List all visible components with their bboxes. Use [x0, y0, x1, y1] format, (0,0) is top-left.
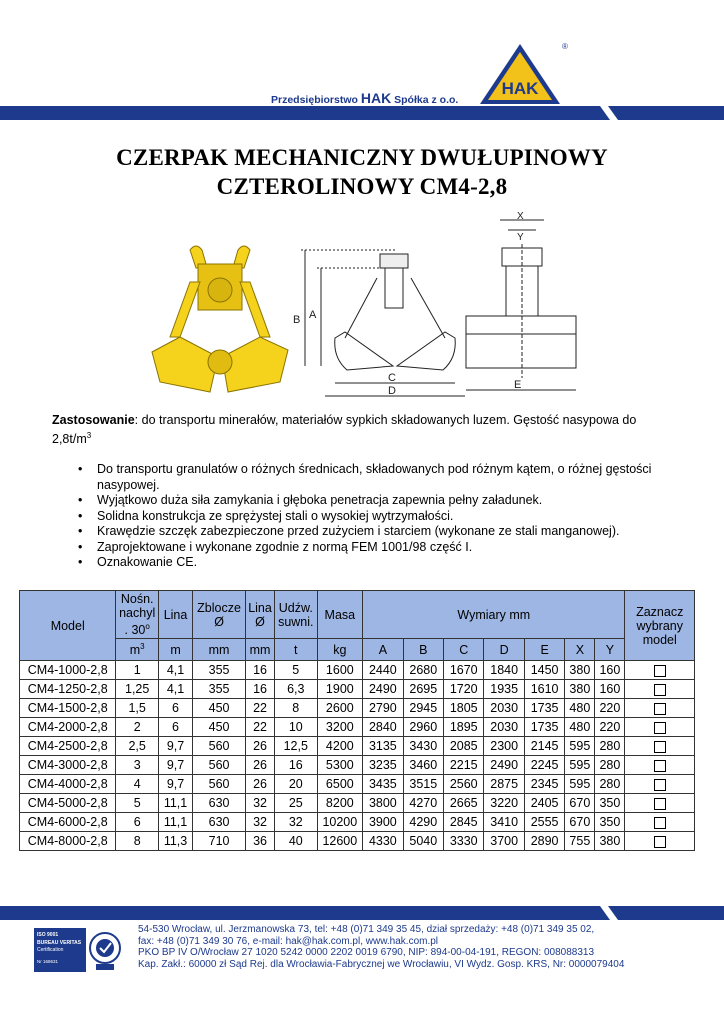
table-cell: 1,25 — [116, 680, 159, 699]
table-cell: 6 — [158, 699, 192, 718]
table-cell: 2665 — [444, 794, 484, 813]
select-cell — [625, 699, 695, 718]
svg-text:X: X — [517, 211, 524, 222]
table-row — [20, 813, 695, 832]
specification-table — [19, 590, 695, 851]
select-model-checkbox[interactable] — [654, 741, 666, 753]
table-cell: 2 — [116, 718, 159, 737]
page-title-line1: CZERPAK MECHANICZNY DWUŁUPINOWY — [116, 145, 608, 170]
table-cell: 3515 — [403, 775, 443, 794]
model-cell: CM4-3000-2,8 — [20, 756, 116, 775]
table-row — [20, 680, 695, 699]
select-cell — [625, 832, 695, 851]
table-cell: 160 — [595, 661, 625, 680]
table-cell: 280 — [595, 756, 625, 775]
model-cell: CM4-1250-2,8 — [20, 680, 116, 699]
svg-text:E: E — [514, 379, 522, 391]
dim-x-header: X — [565, 639, 595, 661]
table-cell: 32 — [275, 813, 318, 832]
application-description: Zastosowanie: do transportu minerałów, materiałów sypkich składowanych luzem. Gęstość nasypowa do $2,8t/m^3$ — [52, 413, 637, 447]
table-cell: 1 — [116, 661, 159, 680]
table-cell: 32 — [246, 794, 275, 813]
table-cell: 10200 — [317, 813, 363, 832]
table-cell: 1735 — [524, 718, 564, 737]
table-cell: 350 — [595, 813, 625, 832]
table-cell: 4 — [116, 775, 159, 794]
model-cell: CM4-5000-2,8 — [20, 794, 116, 813]
table-cell: 4200 — [317, 737, 363, 756]
table-cell: 1600 — [317, 661, 363, 680]
table-cell: 11,3 — [158, 832, 192, 851]
table-cell: 355 — [193, 680, 246, 699]
table-cell: 3220 — [484, 794, 524, 813]
table-cell: 2030 — [484, 718, 524, 737]
feature-item: • Solidna konstrukcja ze sprężystej stali o wysokiej wytrzymałości. — [78, 509, 678, 525]
table-cell: 2555 — [524, 813, 564, 832]
table-cell: 2890 — [524, 832, 564, 851]
select-cell — [625, 737, 695, 756]
dim-e-header: E — [524, 639, 564, 661]
table-cell: 2440 — [363, 661, 403, 680]
table-cell: 2790 — [363, 699, 403, 718]
table-cell: 3900 — [363, 813, 403, 832]
table-cell: 20 — [275, 775, 318, 794]
table-cell: 16 — [275, 756, 318, 775]
select-model-checkbox[interactable] — [654, 684, 666, 696]
svg-text:C: C — [388, 372, 396, 384]
select-cell — [625, 813, 695, 832]
table-cell: 755 — [565, 832, 595, 851]
table-cell: 1610 — [524, 680, 564, 699]
table-cell: 220 — [595, 718, 625, 737]
table-cell: 630 — [193, 813, 246, 832]
table-cell: 4270 — [403, 794, 443, 813]
select-cell — [625, 794, 695, 813]
table-cell: 2085 — [444, 737, 484, 756]
dim-b-header: B — [403, 639, 443, 661]
table-cell: 280 — [595, 775, 625, 794]
table-cell: 4290 — [403, 813, 443, 832]
front-view-drawing — [462, 208, 580, 408]
table-cell: 22 — [246, 699, 275, 718]
table-cell: 4330 — [363, 832, 403, 851]
table-cell: 25 — [275, 794, 318, 813]
table-cell: 6 — [158, 718, 192, 737]
col-crane-capacity-header: Udźw. suwni. — [275, 591, 318, 639]
select-model-checkbox[interactable] — [654, 703, 666, 715]
table-cell: 1,5 — [116, 699, 159, 718]
unit-mass: kg — [317, 639, 363, 661]
table-cell: 1720 — [444, 680, 484, 699]
table-cell: 670 — [565, 794, 595, 813]
table-cell: 2840 — [363, 718, 403, 737]
table-cell: 2215 — [444, 756, 484, 775]
table-cell: 4,1 — [158, 661, 192, 680]
table-cell: 2030 — [484, 699, 524, 718]
table-cell: 32 — [246, 813, 275, 832]
table-cell: 8 — [275, 699, 318, 718]
table-cell: 3800 — [363, 794, 403, 813]
table-cell: 3135 — [363, 737, 403, 756]
col-capacity-header: Nośn. nachyl . 30$^o$ — [116, 591, 159, 639]
table-cell: 3430 — [403, 737, 443, 756]
table-cell: 480 — [565, 718, 595, 737]
feature-item: • Zaprojektowane i wykonane zgodnie z normą FEM 1001/98 część I. — [78, 540, 678, 556]
page-title-line2: CZTEROLINOWY CM4-2,8 — [216, 174, 508, 199]
table-cell: 450 — [193, 718, 246, 737]
specification-rows — [20, 661, 695, 851]
table-cell: 1805 — [444, 699, 484, 718]
table-cell: 9,7 — [158, 737, 192, 756]
table-cell: 5300 — [317, 756, 363, 775]
table-cell: 2300 — [484, 737, 524, 756]
table-cell: 380 — [565, 661, 595, 680]
table-cell: 3235 — [363, 756, 403, 775]
table-cell: 2490 — [363, 680, 403, 699]
table-cell: 220 — [595, 699, 625, 718]
table-cell: 280 — [595, 737, 625, 756]
table-cell: 26 — [246, 737, 275, 756]
table-cell: 1735 — [524, 699, 564, 718]
hak-logo — [478, 42, 562, 106]
select-model-checkbox[interactable] — [654, 817, 666, 829]
table-cell: 1840 — [484, 661, 524, 680]
col-select-header: Zaznacz wybrany model — [625, 591, 695, 661]
col-dimensions-header: Wymiary mm — [363, 591, 625, 639]
table-cell: 16 — [246, 680, 275, 699]
table-cell: 630 — [193, 794, 246, 813]
table-cell: 3200 — [317, 718, 363, 737]
table-cell: 22 — [246, 718, 275, 737]
select-model-checkbox[interactable] — [654, 665, 666, 677]
svg-text:HAK: HAK — [501, 79, 539, 98]
table-cell: 1900 — [317, 680, 363, 699]
table-cell: 36 — [246, 832, 275, 851]
feature-item: • Wyjątkowo duża siła zamykania i głęboka penetracja zapewnia pełny załadunek. — [78, 493, 678, 509]
table-cell: 2945 — [403, 699, 443, 718]
unit-capacity: $m^3$ — [116, 639, 159, 661]
table-cell: 2490 — [484, 756, 524, 775]
col-model-header: Model — [20, 591, 116, 661]
table-row — [20, 775, 695, 794]
table-cell: 595 — [565, 775, 595, 794]
table-cell: 8 — [116, 832, 159, 851]
table-cell: 3460 — [403, 756, 443, 775]
company-name: Przedsiębiorstwo HAK Spółka z o.o. — [271, 90, 459, 106]
table-cell: 3435 — [363, 775, 403, 794]
table-row — [20, 737, 695, 756]
table-cell: 160 — [595, 680, 625, 699]
table-cell: 6,3 — [275, 680, 318, 699]
dim-d-header: D — [484, 639, 524, 661]
model-cell: CM4-1000-2,8 — [20, 661, 116, 680]
table-cell: 40 — [275, 832, 318, 851]
model-cell: CM4-6000-2,8 — [20, 813, 116, 832]
table-cell: 3330 — [444, 832, 484, 851]
registered-mark: ® — [562, 42, 568, 51]
select-cell — [625, 661, 695, 680]
table-cell: 2600 — [317, 699, 363, 718]
feature-list — [78, 462, 678, 571]
table-cell: 9,7 — [158, 775, 192, 794]
table-row — [20, 794, 695, 813]
dim-a-header: A — [363, 639, 403, 661]
table-cell: 2,5 — [116, 737, 159, 756]
table-cell: 595 — [565, 737, 595, 756]
table-cell: 2875 — [484, 775, 524, 794]
table-cell: 12,5 — [275, 737, 318, 756]
table-cell: 5 — [275, 661, 318, 680]
table-cell: 2695 — [403, 680, 443, 699]
select-cell — [625, 756, 695, 775]
table-cell: 2245 — [524, 756, 564, 775]
table-cell: 560 — [193, 775, 246, 794]
model-cell: CM4-8000-2,8 — [20, 832, 116, 851]
header-band — [0, 106, 724, 120]
model-cell: CM4-4000-2,8 — [20, 775, 116, 794]
table-cell: 5040 — [403, 832, 443, 851]
model-cell: CM4-2000-2,8 — [20, 718, 116, 737]
table-row — [20, 832, 695, 851]
table-row — [20, 756, 695, 775]
table-cell: 8200 — [317, 794, 363, 813]
table-cell: 26 — [246, 756, 275, 775]
col-block-header: Zblocze Ø — [193, 591, 246, 639]
col-mass-header: Masa — [317, 591, 363, 639]
select-model-checkbox[interactable] — [654, 836, 666, 848]
svg-text:B: B — [293, 314, 301, 326]
table-cell: 1895 — [444, 718, 484, 737]
svg-text:A: A — [309, 309, 317, 321]
table-cell: 16 — [246, 661, 275, 680]
feature-item: • Oznakowanie CE. — [78, 555, 678, 571]
table-cell: 12600 — [317, 832, 363, 851]
table-cell: 4,1 — [158, 680, 192, 699]
table-cell: 10 — [275, 718, 318, 737]
col-rope-header: Lina — [158, 591, 192, 639]
iso-certificate-badge: ISO 9001 BUREAU VERITAS Certification Nr 168631 — [34, 928, 86, 972]
dim-c-header: C — [444, 639, 484, 661]
table-row — [20, 718, 695, 737]
table-cell: 380 — [595, 832, 625, 851]
table-row — [20, 699, 695, 718]
table-cell: 6 — [116, 813, 159, 832]
table-cell: 2560 — [444, 775, 484, 794]
table-cell: 9,7 — [158, 756, 192, 775]
table-cell: 2405 — [524, 794, 564, 813]
unit-rope-diameter: mm — [246, 639, 275, 661]
feature-item: • Do transportu granulatów o różnych średnicach, składowanych pod różnym kątem, o różnej gęstości nasypowej. — [78, 462, 678, 493]
table-cell: 2345 — [524, 775, 564, 794]
table-cell: 2680 — [403, 661, 443, 680]
table-cell: 710 — [193, 832, 246, 851]
unit-rope: m — [158, 639, 192, 661]
side-view-drawing — [285, 238, 470, 410]
table-cell: 480 — [565, 699, 595, 718]
table-cell: 595 — [565, 756, 595, 775]
table-cell: 560 — [193, 737, 246, 756]
unit-block: mm — [193, 639, 246, 661]
model-cell: CM4-1500-2,8 — [20, 699, 116, 718]
table-cell: 2145 — [524, 737, 564, 756]
table-cell: 6500 — [317, 775, 363, 794]
table-cell: 2960 — [403, 718, 443, 737]
grab-photo — [150, 242, 290, 402]
bureau-veritas-seal-icon — [88, 928, 122, 972]
table-cell: 1670 — [444, 661, 484, 680]
select-cell — [625, 775, 695, 794]
table-cell: 5 — [116, 794, 159, 813]
select-model-checkbox[interactable] — [654, 798, 666, 810]
table-cell: 560 — [193, 756, 246, 775]
table-cell: 450 — [193, 699, 246, 718]
table-cell: 3410 — [484, 813, 524, 832]
table-cell: 670 — [565, 813, 595, 832]
svg-text:D: D — [388, 385, 396, 397]
table-cell: 350 — [595, 794, 625, 813]
table-cell: 1935 — [484, 680, 524, 699]
table-cell: 380 — [565, 680, 595, 699]
table-row — [20, 661, 695, 680]
select-model-checkbox[interactable] — [654, 760, 666, 772]
select-model-checkbox[interactable] — [654, 722, 666, 734]
unit-crane-capacity: t — [275, 639, 318, 661]
select-cell — [625, 718, 695, 737]
model-cell: CM4-2500-2,8 — [20, 737, 116, 756]
table-cell: 355 — [193, 661, 246, 680]
svg-text:Y: Y — [517, 232, 524, 243]
col-rope-diameter-header: Lina Ø — [246, 591, 275, 639]
table-cell: 3700 — [484, 832, 524, 851]
table-cell: 1450 — [524, 661, 564, 680]
footer-band — [0, 906, 724, 920]
select-model-checkbox[interactable] — [654, 779, 666, 791]
table-cell: 3 — [116, 756, 159, 775]
company-contact-info: 54-530 Wrocław, ul. Jerzmanowska 73, tel: +48 (0)71 349 35 45, dział sprzedaży: +48 (0)71 349 35 02, fax: +48 (0)71 349 30 76, e-mail: hak@hak.com.pl, www.hak.com.pl PKO BP IV O/Wrocław 27 1020 5242 0000 2202 0019 6790, NIP: 894-00-04-191, REGON: 008088313 Kap. Zakł.: 60000 zł Sąd Rej. dla Wrocławia-Fabrycznej we Wrocławiu, VI Wydz. Gosp. KRS, Nr: 0000079404 — [138, 924, 625, 971]
table-cell: 26 — [246, 775, 275, 794]
table-cell: 11,1 — [158, 794, 192, 813]
table-cell: 11,1 — [158, 813, 192, 832]
dim-y-header: Y — [595, 639, 625, 661]
table-cell: 2845 — [444, 813, 484, 832]
select-cell — [625, 680, 695, 699]
feature-item: • Krawędzie szczęk zabezpieczone przed zużyciem i starciem (wykonane ze stali manganowej). — [78, 524, 678, 540]
